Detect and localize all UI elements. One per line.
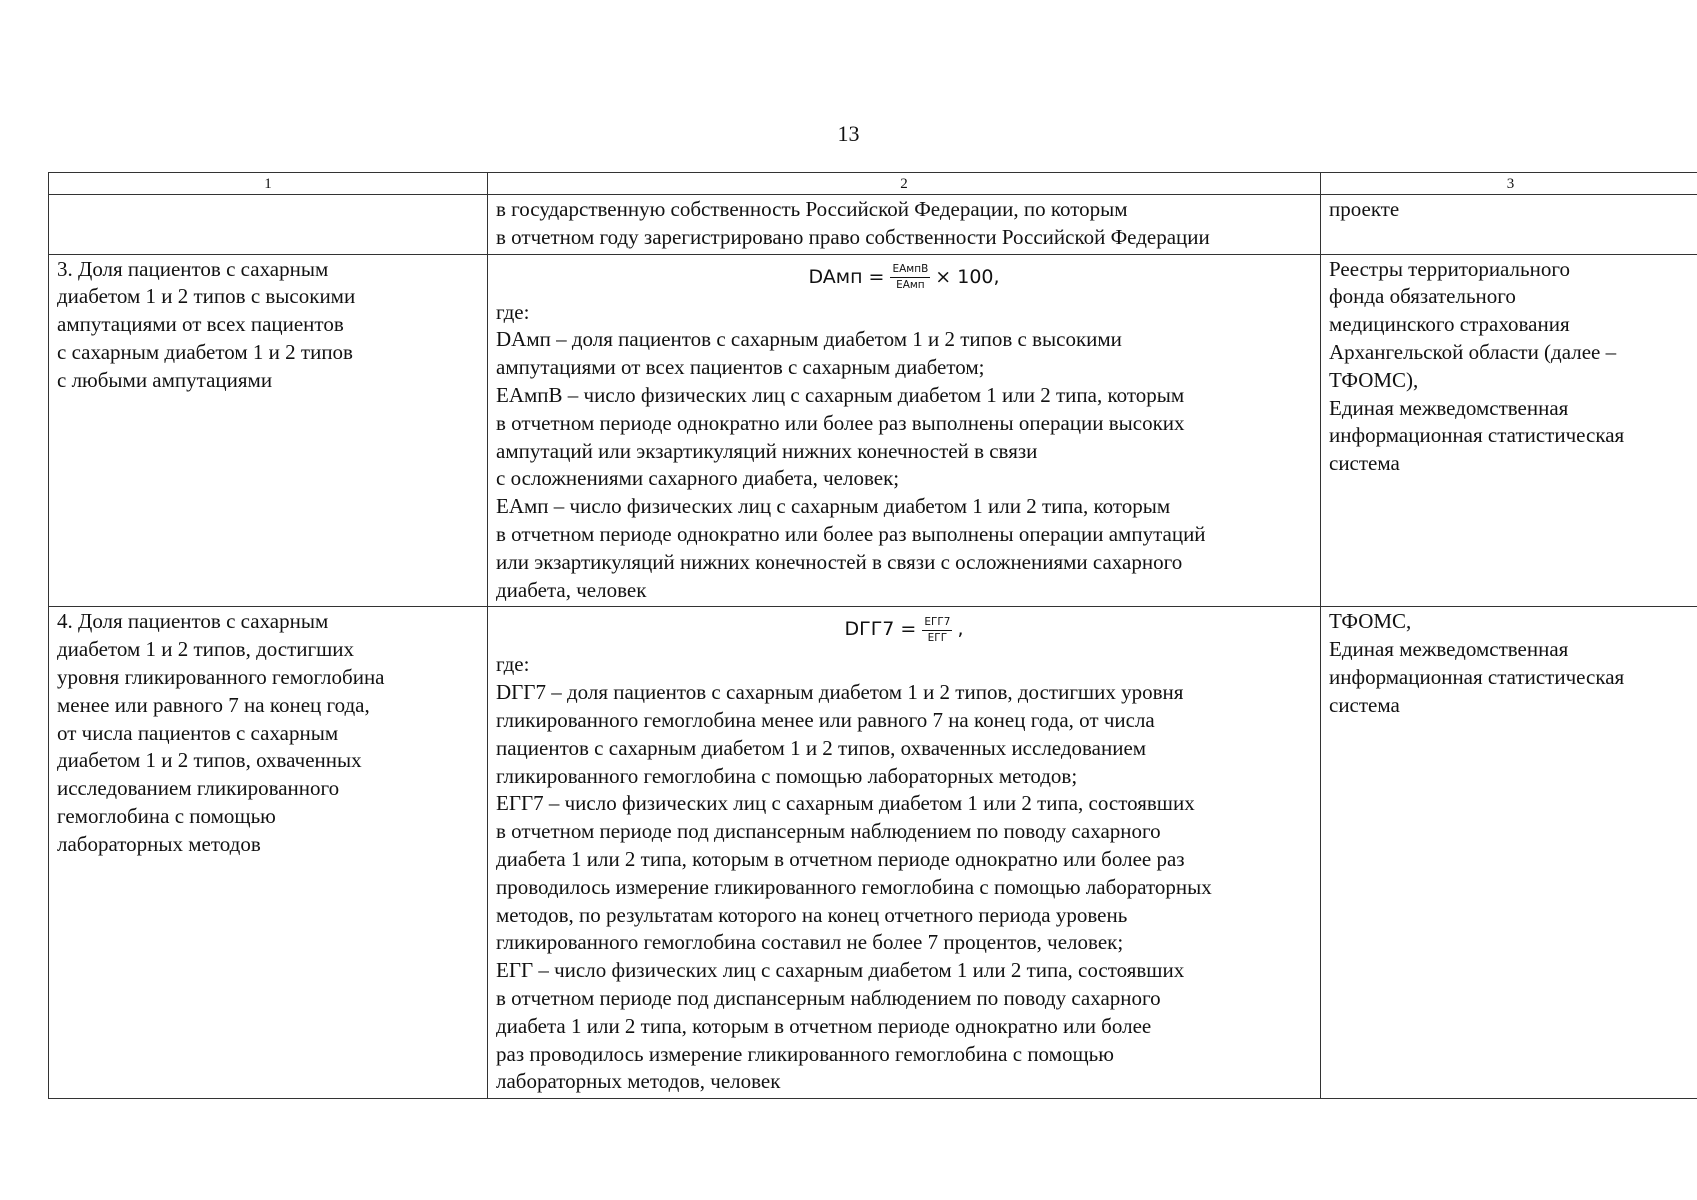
- text-line: ампутаций или экзартикуляций нижних конечностей в связи: [496, 438, 1038, 463]
- text-line: система: [1329, 692, 1400, 717]
- formula-fraction: [890, 263, 930, 292]
- formula-denominator: EГГ: [927, 631, 948, 644]
- text-line: EAмп – число физических лиц с сахарным диабетом 1 или 2 типа, которым: [496, 494, 1171, 519]
- cell-indicator: [49, 607, 488, 1099]
- text-line: EAмпB – число физических лиц с сахарным диабетом 1 или 2 типа, которым: [496, 382, 1185, 407]
- text-line: фонда обязательного: [1329, 284, 1516, 309]
- text-line: ампутациями от всех пациентов с сахарным диабетом;: [496, 355, 985, 380]
- page-number: 13: [837, 121, 860, 146]
- cell-source: [1321, 607, 1697, 1099]
- text-line: Единая межведомственная: [1329, 637, 1569, 662]
- text-line: диабета, человек: [496, 577, 647, 602]
- formula-rhs: ,: [957, 618, 964, 641]
- text-line: ТФОМС,: [1329, 609, 1412, 634]
- table-row-continuation: [49, 195, 1697, 255]
- text-line: с осложнениями сахарного диабета, человек;: [496, 466, 900, 491]
- cell-source: [1321, 254, 1697, 607]
- text-line: диабета 1 или 2 типа, которым в отчетном периоде однократно или более: [496, 1013, 1152, 1038]
- text-line: ТФОМС),: [1329, 367, 1419, 392]
- text-line: гемоглобина с помощью: [57, 803, 276, 828]
- cell-method: [488, 254, 1321, 607]
- text-line: информационная статистическая: [1329, 423, 1625, 448]
- table-header-row: [49, 173, 1697, 195]
- formula-numerator: EAмпB: [890, 263, 930, 278]
- text-line: Единая межведомственная: [1329, 395, 1569, 420]
- text-line: проекте: [1329, 197, 1400, 221]
- text-line: исследованием гликированного: [57, 776, 340, 801]
- text-line: диабетом 1 и 2 типов, достигших: [57, 637, 355, 662]
- text-line: в отчетном периоде однократно или более раз выполнены операции высоких: [496, 410, 1185, 435]
- text-line: в отчетном периоде под диспансерным наблюдением по поводу сахарного: [496, 819, 1161, 844]
- text-line: с сахарным диабетом 1 и 2 типов: [57, 339, 353, 364]
- text-line: медицинского страхования: [1329, 312, 1570, 337]
- text-line: гликированного гемоглобина составил не более 7 процентов, человек;: [496, 930, 1124, 955]
- formula-lhs: DГГ7 =: [844, 618, 917, 641]
- text-line: DГГ7 – доля пациентов с сахарным диабетом 1 и 2 типов, достигших уровня: [496, 680, 1184, 705]
- text-line: где:: [496, 299, 530, 324]
- text-line: диабетом 1 и 2 типов с высокими: [57, 284, 356, 309]
- text-line: информационная статистическая: [1329, 664, 1625, 689]
- text-line: в отчетном периоде однократно или более раз выполнены операции ампутаций: [496, 521, 1206, 546]
- table-row-indicator-4: [49, 607, 1697, 1099]
- cell-method: [488, 607, 1321, 1099]
- column-header-2: 2: [488, 173, 1321, 195]
- text-line: EГГ – число физических лиц с сахарным диабетом 1 или 2 типа, состоявших: [496, 958, 1185, 983]
- cell-method: [488, 195, 1321, 255]
- cell-indicator: [49, 195, 488, 255]
- text-line: в государственную собственность Российской Федерации, по которым: [496, 197, 1128, 221]
- text-line: раз проводилось измерение гликированного гемоглобина с помощью: [496, 1041, 1114, 1066]
- text-line: гликированного гемоглобина менее или равного 7 на конец года, от числа: [496, 707, 1155, 732]
- text-line: проводилось измерение гликированного гемоглобина с помощью лабораторных: [496, 874, 1212, 899]
- formula-damp: [496, 258, 1312, 298]
- text-line: 3. Доля пациентов с сахарным: [57, 256, 329, 281]
- text-line: 4. Доля пациентов с сахарным: [57, 609, 329, 634]
- text-line: Архангельской области (далее –: [1329, 339, 1617, 364]
- text-line: EГГ7 – число физических лиц с сахарным диабетом 1 или 2 типа, состоявших: [496, 791, 1195, 816]
- text-line: от числа пациентов с сахарным: [57, 720, 339, 745]
- text-line: с любыми ампутациями: [57, 367, 273, 392]
- text-line: лабораторных методов, человек: [496, 1069, 781, 1094]
- formula-numerator: EГГ7: [922, 616, 952, 631]
- cell-indicator: [49, 254, 488, 607]
- text-line: диабета 1 или 2 типа, которым в отчетном периоде однократно или более раз: [496, 846, 1185, 871]
- formula-dgg7: [496, 610, 1312, 650]
- text-line: система: [1329, 451, 1400, 476]
- text-line: менее или равного 7 на конец года,: [57, 692, 370, 717]
- text-line: гликированного гемоглобина с помощью лабораторных методов;: [496, 763, 1078, 788]
- text-line: в отчетном периоде под диспансерным наблюдением по поводу сахарного: [496, 985, 1161, 1010]
- column-header-1: 1: [49, 173, 488, 195]
- table-row-indicator-3: [49, 254, 1697, 607]
- text-line: Реестры территориального: [1329, 256, 1570, 281]
- text-line: ампутациями от всех пациентов: [57, 312, 344, 337]
- text-line: диабетом 1 и 2 типов, охваченных: [57, 748, 362, 773]
- cell-source: [1321, 195, 1697, 255]
- formula-lhs: DAмп =: [808, 265, 885, 288]
- text-line: пациентов с сахарным диабетом 1 и 2 типов, охваченных исследованием: [496, 735, 1147, 760]
- text-line: уровня гликированного гемоглобина: [57, 664, 385, 689]
- text-line: где:: [496, 652, 530, 677]
- text-line: или экзартикуляций нижних конечностей в связи с осложнениями сахарного: [496, 549, 1183, 574]
- text-line: DAмп – доля пациентов с сахарным диабетом 1 и 2 типов с высокими: [496, 327, 1122, 352]
- column-header-3: 3: [1321, 173, 1697, 195]
- formula-rhs: × 100,: [935, 265, 1000, 288]
- formula-fraction: [922, 616, 952, 645]
- indicators-table: [48, 172, 1697, 1099]
- text-line: лабораторных методов: [57, 831, 261, 856]
- text-line: методов, по результатам которого на конец отчетного периода уровень: [496, 902, 1128, 927]
- formula-denominator: EAмп: [896, 279, 925, 292]
- text-line: в отчетном году зарегистрировано право собственности Российской Федерации: [496, 224, 1210, 249]
